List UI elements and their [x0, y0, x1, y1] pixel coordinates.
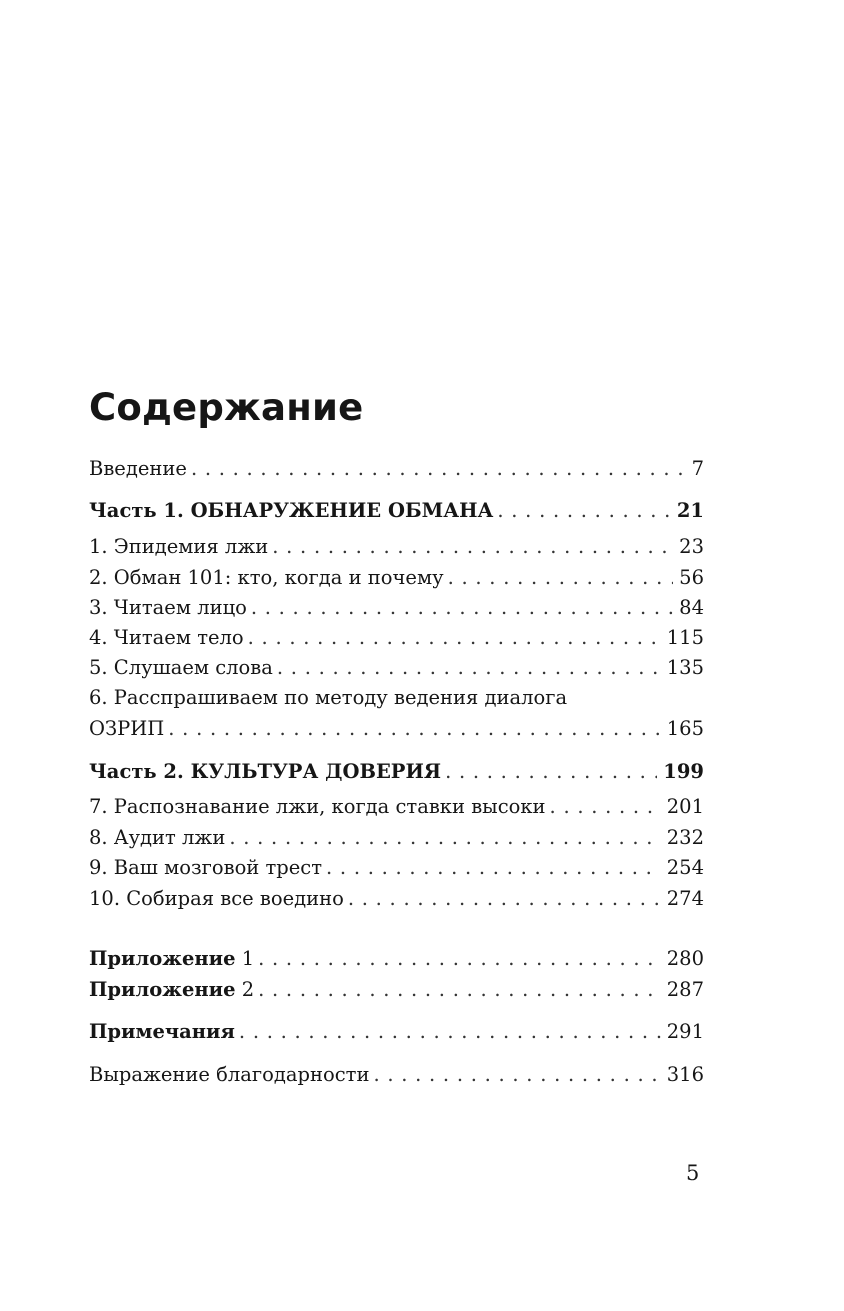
toc-page-number: 21: [676, 499, 704, 522]
dot-leader: [229, 823, 660, 853]
toc-page-number: 280: [666, 947, 704, 970]
toc-page-number: 23: [679, 535, 704, 558]
dot-leader: [445, 757, 657, 787]
toc-page-number: 135: [666, 656, 704, 679]
dot-leader: [326, 853, 661, 883]
toc-label: Примечания: [89, 1020, 235, 1043]
toc-entry-acknowledgements[interactable]: [89, 1060, 704, 1090]
toc-label: [89, 975, 254, 1005]
toc-page-number: 84: [679, 596, 704, 619]
dot-leader: [550, 792, 661, 822]
toc-entry-intro[interactable]: [89, 454, 704, 484]
toc-page-number: 199: [663, 760, 704, 783]
appendix-number: 2: [241, 978, 255, 1001]
toc-page-number: 7: [691, 457, 704, 480]
toc-entry-notes[interactable]: [89, 1017, 704, 1047]
dot-leader: [239, 1017, 661, 1047]
toc-page-number: 165: [666, 717, 704, 740]
toc-entry-chapter-1[interactable]: [89, 532, 704, 562]
dot-leader: [497, 496, 670, 526]
toc-entry-chapter-2[interactable]: [89, 563, 704, 593]
toc-entry-chapter-9[interactable]: [89, 853, 704, 883]
toc-entry-chapter-6-line-1[interactable]: 6. Расспрашиваем по методу ведения диалога: [89, 686, 568, 709]
toc-page-number: 316: [666, 1063, 704, 1086]
toc-page-number: 287: [666, 978, 704, 1001]
toc-entry-chapter-8[interactable]: [89, 823, 704, 853]
toc-page-number: 201: [666, 795, 704, 818]
toc-page-number: 56: [679, 566, 704, 589]
toc-label: 4. Читаем тело: [89, 626, 244, 649]
toc-label: Введение: [89, 457, 187, 480]
toc-label: 7. Распознавание лжи, когда ставки высоки: [89, 795, 546, 818]
dot-leader: [258, 975, 661, 1005]
dot-leader: [272, 532, 673, 562]
toc-page-number: 291: [666, 1020, 704, 1043]
dot-leader: [348, 884, 661, 914]
toc-entry-chapter-5[interactable]: [89, 653, 704, 683]
toc-label: Часть 1. ОБНАРУЖЕНИЕ ОБМАНА: [89, 499, 494, 522]
folio-page-number: 5: [686, 1161, 700, 1185]
toc-entry-chapter-3[interactable]: [89, 593, 704, 623]
toc-entry-chapter-7[interactable]: [89, 792, 704, 822]
toc-entry-chapter-4[interactable]: [89, 623, 704, 653]
toc-page-number: 232: [666, 826, 704, 849]
toc-label: 10. Собирая все воедино: [89, 887, 344, 910]
toc-label: 9. Ваш мозговой трест: [89, 856, 323, 879]
toc-entry-appendix-2[interactable]: [89, 975, 704, 1005]
toc-entry-appendix-1[interactable]: [89, 944, 704, 974]
toc-label: 8. Аудит лжи: [89, 826, 226, 849]
toc-page-number: 254: [666, 856, 704, 879]
toc-label: 3. Читаем лицо: [89, 596, 247, 619]
toc-entry-part-2[interactable]: [89, 757, 704, 787]
toc-label: 5. Слушаем слова: [89, 656, 273, 679]
dot-leader: [248, 623, 661, 653]
dot-leader: [251, 593, 673, 623]
appendix-number: 1: [241, 947, 255, 970]
dot-leader: [373, 1060, 660, 1090]
toc-label: Выражение благодарности: [89, 1063, 370, 1086]
appendix-word: Приложение: [89, 947, 236, 970]
dot-leader: [258, 944, 661, 974]
page-title: Содержание: [89, 386, 364, 429]
appendix-word: Приложение: [89, 978, 236, 1001]
toc-entry-part-1[interactable]: [89, 496, 704, 526]
table-of-contents: [89, 0, 704, 1311]
toc-entry-chapter-6[interactable]: [89, 714, 704, 744]
dot-leader: [448, 563, 674, 593]
toc-page-number: 274: [666, 887, 704, 910]
dot-leader: [168, 714, 660, 744]
toc-entry-chapter-10[interactable]: [89, 884, 704, 914]
toc-label: ОЗРИП: [89, 717, 165, 740]
toc-label: Часть 2. КУЛЬТУРА ДОВЕРИЯ: [89, 760, 442, 783]
toc-label: [89, 944, 254, 974]
toc-label: 1. Эпидемия лжи: [89, 535, 269, 558]
dot-leader: [277, 653, 661, 683]
toc-page-number: 115: [666, 626, 704, 649]
toc-label: 2. Обман 101: кто, когда и почему: [89, 566, 444, 589]
dot-leader: [191, 454, 686, 484]
